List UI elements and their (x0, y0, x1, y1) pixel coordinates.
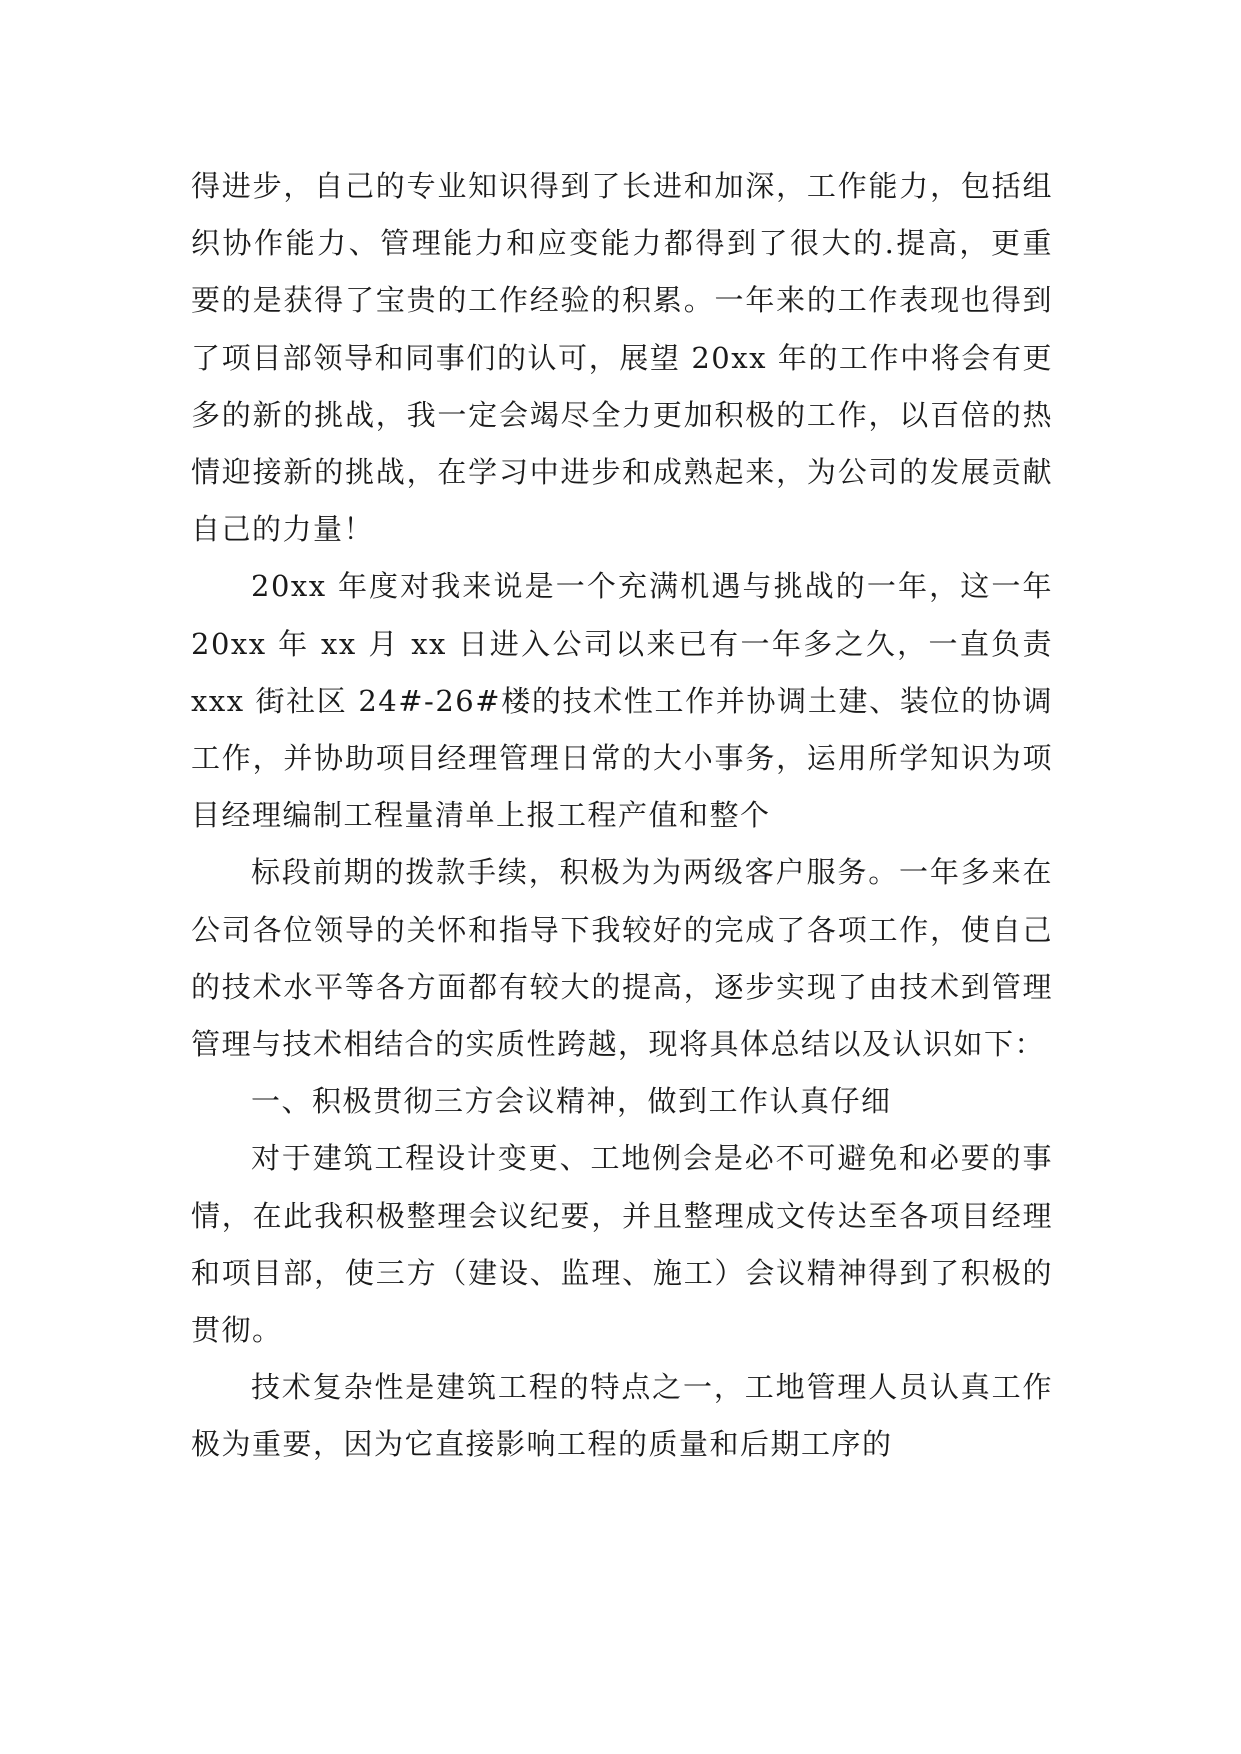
paragraph-year-summary: 20xx 年度对我来说是一个充满机遇与挑战的一年，这一年 20xx 年 xx 月 xx 日进入公司以来已有一年多之久，一直负责 xxx 街社区 24#-26#楼的技术性工作并协调土建、装位的协调工作，并协助项目经理管理日常的大小事务，运用所学知识为项目经理编制工程量清单上报工程产值和整个 (191, 569, 1053, 833)
section-heading-meeting-spirit: 一、积极贯彻三方会议精神，做到工作认真仔细 (251, 1084, 892, 1119)
paragraph-design-changes: 对于建筑工程设计变更、工地例会是必不可避免和必要的事情，在此我积极整理会议纪要，并且整理成文传达至各项目经理和项目部，使三方（建设、监理、施工）会议精神得到了积极的贯彻。 (191, 1141, 1053, 1348)
paragraph-continuation: 得进步，自己的专业知识得到了长进和加深，工作能力，包括组织协作能力、管理能力和应变能力都得到了很大的.提高，更重要的是获得了宝贵的工作经验的积累。一年来的工作表现也得到了项目部领导和同事们的认可，展望 20xx 年的工作中将会有更多的新的挑战，我一定会竭尽全力更加积极的工作，以百倍的热情迎接新的挑战，在学习中进步和成熟起来，为公司的发展贡献自己的力量！ (191, 169, 1053, 547)
paragraph-appropriation: 标段前期的拨款手续，积极为为两级客户服务。一年多来在公司各位领导的关怀和指导下我较好的完成了各项工作，使自己的技术水平等各方面都有较大的提高，逐步实现了由技术到管理管理与技术相结合的实质性跨越，现将具体总结以及认识如下： (191, 855, 1053, 1062)
document-body (191, 158, 1053, 1474)
paragraph-technical-complexity: 技术复杂性是建筑工程的特点之一，工地管理人员认真工作极为重要，因为它直接影响工程的质量和后期工序的 (191, 1370, 1053, 1462)
